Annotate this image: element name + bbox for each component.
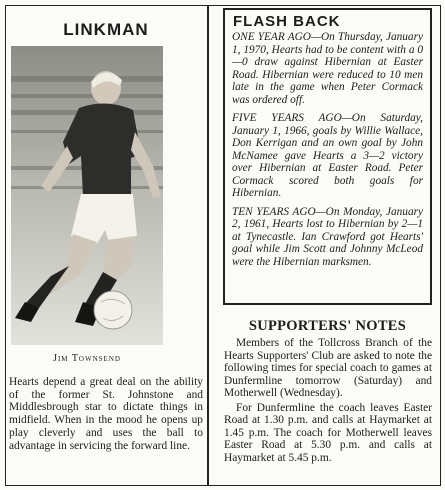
flash-back-title: FLASH BACK — [233, 13, 341, 30]
flash-back-ten-years: TEN YEARS AGO—On Monday, January 2, 1961, Hearts lost to Hibernian by 2—1 at Tynecastle. Ian Crawford got Hearts' goal while Jim Scott and Johnny McLeod were the Hibernian marksmen. — [232, 205, 423, 268]
player-photo-image — [11, 46, 163, 345]
flash-back-box — [223, 8, 432, 305]
column-divider — [207, 5, 209, 486]
supporters-notes-paragraph: Members of the Tollcross Branch of the Hearts Supporters' Club are asked to note the following times for special coach to games at Dunfermline tomorrow (Saturday) and Motherwell (Wednesday). — [224, 337, 432, 399]
player-photo — [11, 46, 163, 345]
flash-back-one-year: ONE YEAR AGO—On Thursday, January 1, 1970, Hearts had to be content with a 0—0 draw against Hibernian at Easter Road. Hibernian were reduced to 10 men late in the game when Peter Cormack was ordered off. — [232, 31, 423, 106]
photo-caption: Jim Townsend — [53, 353, 121, 364]
linkman-body: Hearts depend a great deal on the ability of the former St. Johnstone and Middlesbrough star to dictate things in midfield. When in the mood he opens up play cleverly and uses the ball to advantage in servicing the forward line. — [9, 376, 203, 452]
flash-back-five-years: FIVE YEARS AGO—On Saturday, January 1, 1966, goals by Willie Wallace, Don Kerrigan and an own goal by John McNamee gave Hearts a 3—2 victory over Hibernian at Easter Road. Peter Cormack scored both goals for Hibernian. — [232, 112, 423, 199]
supporters-notes-body — [224, 337, 432, 464]
linkman-column — [9, 8, 203, 452]
linkman-title: LINKMAN — [63, 20, 149, 39]
supporters-notes-paragraph: For Dunfermline the coach leaves Easter Road at 1.30 p.m. and calls at Haymarket at 1.45 p.m. The coach for Motherwell leaves Easter Road at 5.30 p.m. and calls at Haymarket at 5.45 p.m. — [224, 401, 432, 464]
supporters-notes-title: SUPPORTERS' NOTES — [248, 318, 407, 334]
